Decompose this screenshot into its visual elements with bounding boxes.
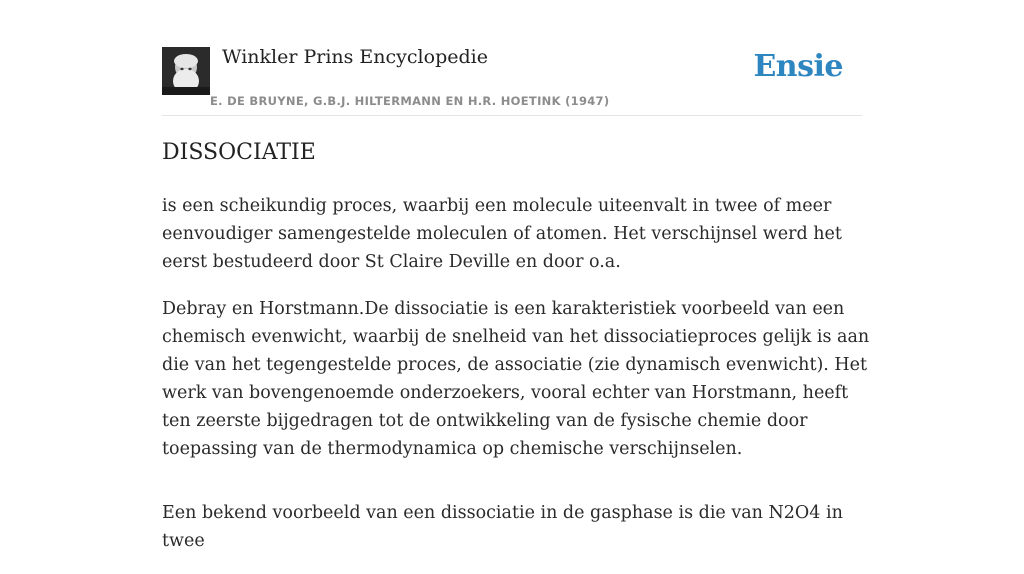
header (162, 40, 862, 116)
entry-body (162, 192, 872, 574)
entry-paragraph: is een scheikundig proces, waarbij een molecule uiteenvalt in twee of meer eenvoudiger samengestelde moleculen of atomen. Het verschijnsel werd het eerst bestudeerd door St Claire Deville en door o.a. (162, 196, 842, 272)
entry-paragraph: Debray en Horstmann.De dissociatie is een karakteristiek voorbeeld van een chemisch evenwicht, waarbij de snelheid van het dissociatieproces gelijk is aan die van het tegengestelde proces, de associatie (zie dynamisch evenwicht). Het werk van bovengenoemde onderzoekers, vooral echter van Horstmann, heeft ten zeerste bijgedragen tot de ontwikkeling van de fysische chemie door toepassing van de thermodynamica op chemische verschijnselen. (162, 299, 870, 459)
publication-title[interactable]: Winkler Prins Encyclopedie (222, 46, 488, 68)
ensie-logo[interactable]: Ensie (753, 49, 843, 84)
author-avatar[interactable] (162, 47, 210, 95)
entry-paragraph: Een bekend voorbeeld van een dissociatie in de gasphase is die van N2O4 in twee (162, 503, 843, 551)
publication-authors: E. DE BRUYNE, G.B.J. HILTERMANN EN H.R. HOETINK (1947) (210, 94, 610, 108)
portrait-icon (162, 47, 210, 95)
entry-headword: DISSOCIATIE (162, 140, 316, 165)
